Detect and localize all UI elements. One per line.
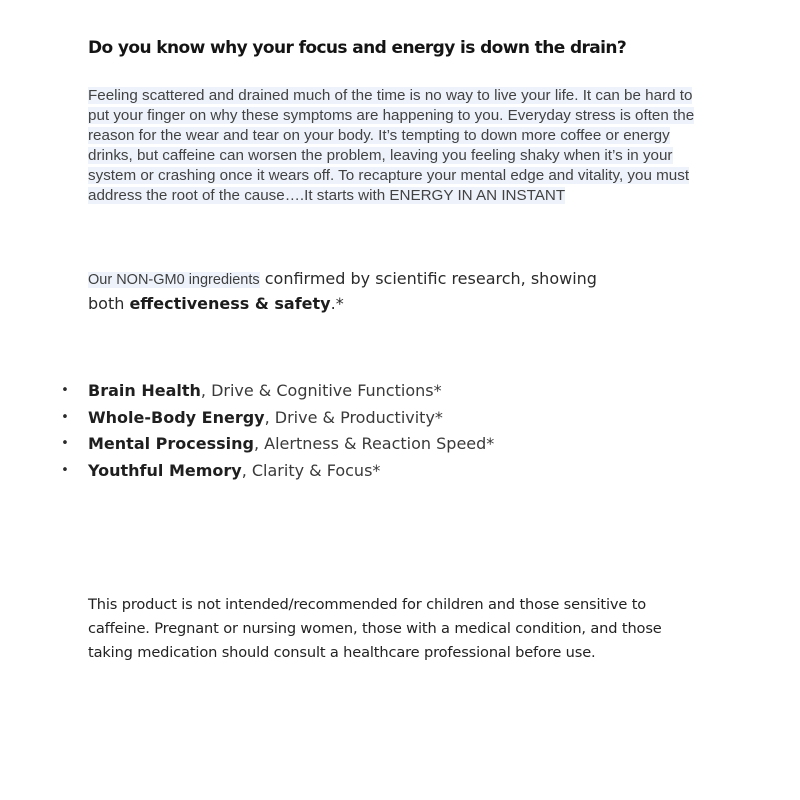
benefit-detail: , Drive & Cognitive Functions* bbox=[200, 381, 442, 400]
bullet-icon: • bbox=[61, 462, 69, 478]
intro-line: system or crashing once it wears off. To recapture your mental edge and vitality, you must bbox=[88, 167, 690, 184]
benefit-title: Whole-Body Energy bbox=[88, 407, 265, 427]
bullet-icon: • bbox=[61, 409, 69, 425]
list-item bbox=[60, 458, 700, 485]
disclaimer-line: taking medication should consult a healthcare professional before use. bbox=[88, 644, 596, 661]
intro-line: put your finger on why these symptoms are happening to you. Everyday stress is often the bbox=[88, 107, 695, 124]
intro-paragraph bbox=[88, 86, 728, 206]
benefit-detail: , Clarity & Focus* bbox=[241, 460, 381, 480]
ingredients-statement bbox=[88, 267, 708, 316]
bullet-icon: • bbox=[61, 383, 69, 398]
ingredients-emphasis: effectiveness & safety bbox=[129, 294, 331, 313]
ingredients-line1-rest: confirmed by scientific research, showing bbox=[259, 269, 597, 288]
benefit-title: Mental Processing bbox=[88, 434, 254, 453]
intro-line: address the root of the cause….It starts with ENERGY IN AN INSTANT bbox=[88, 187, 566, 204]
benefit-detail: , Alertness & Reaction Speed* bbox=[253, 434, 495, 453]
benefits-list bbox=[60, 378, 700, 484]
intro-line: Feeling scattered and drained much of the time is no way to live your life. It can be hard to bbox=[88, 87, 693, 104]
benefit-title: Youthful Memory bbox=[88, 460, 242, 480]
disclaimer-paragraph bbox=[88, 593, 728, 665]
ingredients-lead: Our NON-GM0 ingredients bbox=[88, 272, 260, 288]
benefit-title: Brain Health bbox=[88, 381, 201, 400]
disclaimer-line: This product is not intended/recommended for children and those sensitive to bbox=[88, 596, 647, 613]
page-heading: Do you know why your focus and energy is down the drain? bbox=[88, 38, 627, 58]
list-item bbox=[60, 431, 700, 458]
intro-line: drinks, but caffeine can worsen the problem, leaving you feeling shaky when it’s in your bbox=[88, 147, 673, 164]
benefit-detail: , Drive & Productivity* bbox=[264, 407, 443, 427]
ingredients-line2-suffix: .* bbox=[330, 294, 344, 313]
disclaimer-line: caffeine. Pregnant or nursing women, those with a medical condition, and those bbox=[88, 620, 662, 637]
list-item bbox=[60, 378, 700, 405]
ingredients-line2-prefix: both bbox=[88, 294, 130, 313]
bullet-icon: • bbox=[61, 436, 69, 451]
intro-line: reason for the wear and tear on your body. It’s tempting to down more coffee or energy bbox=[88, 127, 670, 144]
list-item bbox=[60, 405, 700, 432]
